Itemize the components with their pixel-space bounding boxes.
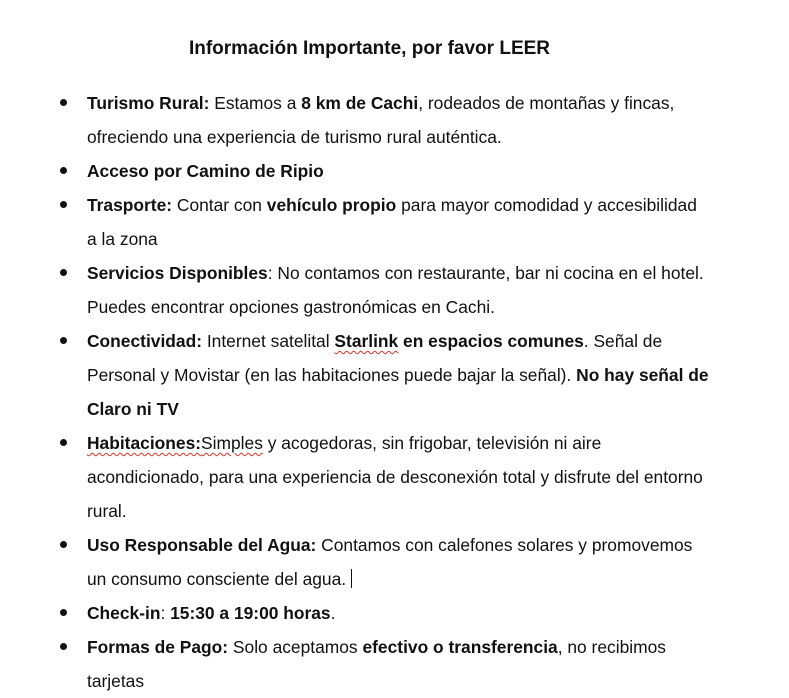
text-cursor xyxy=(351,569,352,588)
item-text: : No contamos con restaurante, bar ni cocina en el hotel. Puedes encontrar opciones gastronómicas en Cachi. xyxy=(87,263,704,317)
item-label: Conectividad: xyxy=(87,331,202,351)
item-label-misspelled: Habitaciones: xyxy=(87,433,202,453)
item-bold-text-misspelled: Starlink xyxy=(334,331,399,351)
bullet-icon xyxy=(60,167,67,174)
item-text: Contamos con calefones solares y promovemos un consumo consciente del agua. xyxy=(87,535,693,589)
list-item-habitaciones xyxy=(0,426,789,528)
item-text: , rodeados de montañas y fincas, ofreciendo una experiencia de turismo rural auténtica. xyxy=(87,93,675,147)
item-label: Acceso por Camino de Ripio xyxy=(87,161,324,181)
list-item-trasporte xyxy=(0,188,789,256)
item-text: . Señal de Personal y Movistar (en las habitaciones puede bajar la señal). xyxy=(87,331,663,385)
list-item-conectividad xyxy=(0,324,789,426)
bullet-icon xyxy=(60,99,67,106)
item-label: Servicios Disponibles xyxy=(87,263,268,283)
item-text: Estamos a xyxy=(209,93,302,113)
list-item-turismo-rural xyxy=(0,86,789,154)
item-bold-text: 15:30 a 19:00 horas xyxy=(170,603,331,623)
bullet-icon xyxy=(60,337,67,344)
item-text: , no recibimos tarjetas xyxy=(87,637,666,691)
bullet-icon xyxy=(60,541,67,548)
bullet-icon xyxy=(60,643,67,650)
item-bold-text: 8 km de Cachi xyxy=(301,93,419,113)
item-label: Uso Responsable del Agua: xyxy=(87,535,317,555)
item-text: Solo aceptamos xyxy=(228,637,363,657)
bullet-icon xyxy=(60,439,67,446)
bullet-icon xyxy=(60,201,67,208)
list-item-checkin xyxy=(0,596,789,630)
list-item-acceso xyxy=(0,154,789,188)
item-label: Trasporte: xyxy=(87,195,173,215)
bullet-icon xyxy=(60,269,67,276)
item-label: Formas de Pago: xyxy=(87,637,229,657)
item-label: Turismo Rural: xyxy=(87,93,210,113)
item-text-misspelled: Simples xyxy=(201,433,263,453)
item-bold-text: efectivo o transferencia xyxy=(362,637,558,657)
document-title: Información Importante, por favor LEER xyxy=(188,38,551,59)
item-text: Internet satelital xyxy=(201,331,335,351)
item-text: . xyxy=(330,603,336,623)
item-text: y acogedoras, sin frigobar, televisión ni aire acondicionado, para una experiencia de desconexión total y disfrute del entorno rural. xyxy=(87,433,703,521)
item-bold-text: No hay señal de Claro ni TV xyxy=(87,365,709,419)
list-item-agua xyxy=(0,528,789,596)
item-text: para mayor comodidad y accesibilidad a la zona xyxy=(87,195,697,249)
item-bold-text: en espacios comunes xyxy=(398,331,584,351)
item-text: : xyxy=(160,603,171,623)
item-label: Check-in xyxy=(87,603,161,623)
list-item-pago xyxy=(0,630,789,698)
item-text: Contar con xyxy=(172,195,267,215)
bullet-icon xyxy=(60,609,67,616)
item-bold-text: vehículo propio xyxy=(266,195,397,215)
info-list xyxy=(0,86,789,698)
list-item-servicios xyxy=(0,256,789,324)
